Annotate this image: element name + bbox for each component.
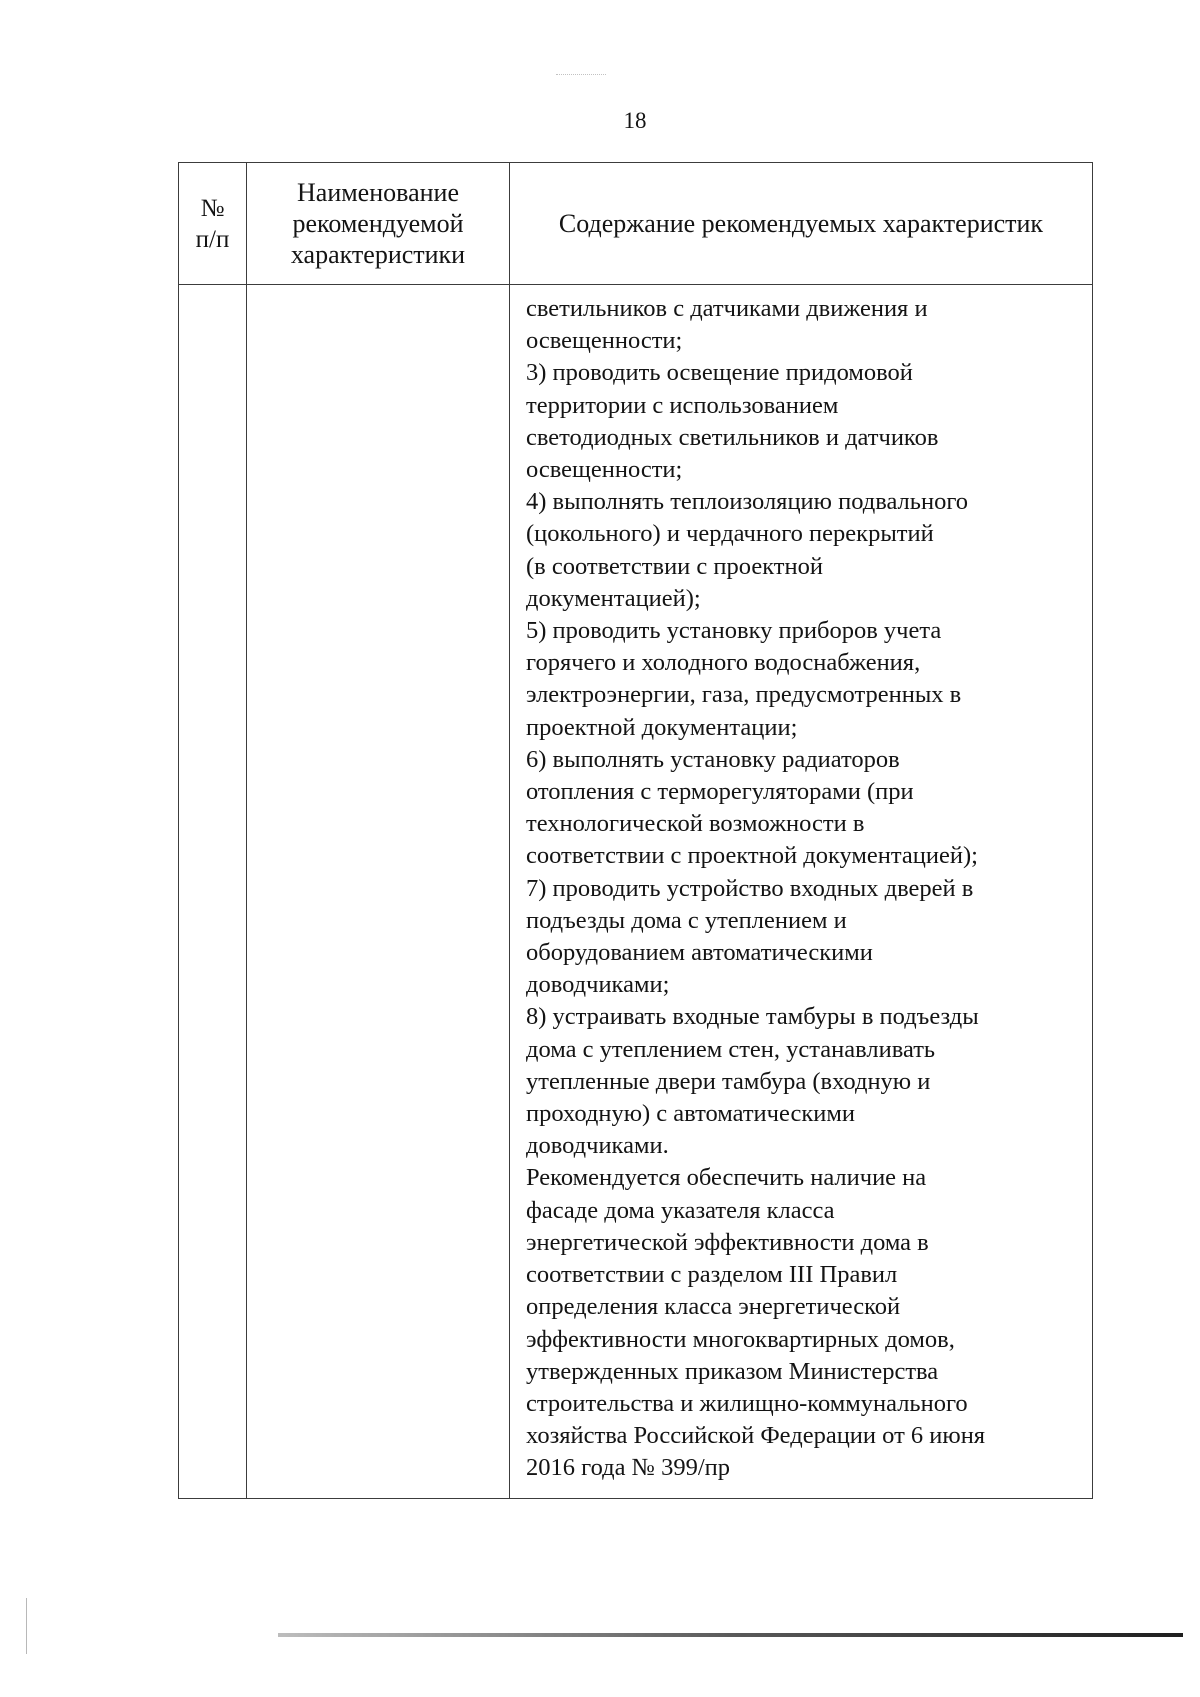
content-line: (в соответствии с проектной (526, 552, 823, 580)
header-name-line-1: Наименование (297, 178, 459, 207)
content-line: светильников с датчиками движения и (526, 295, 928, 322)
content-line: строительства и жилищно-коммунального (526, 1389, 968, 1417)
content-line: проходную) с автоматическими (526, 1100, 855, 1128)
content-line: территории с использованием (526, 391, 839, 419)
content-line: 5) проводить установку приборов учета (526, 617, 942, 645)
content-line: 8) устраивать входные тамбуры в подъезды (526, 1003, 979, 1031)
content-line: соответствии с проектной документацией); (526, 842, 978, 870)
content-line: фасаде дома указателя класса (526, 1196, 835, 1224)
content-line: соответствии с разделом III Правил (526, 1261, 898, 1289)
header-name-line-2: рекомендуемой (292, 209, 464, 238)
content-line: Рекомендуется обеспечить наличие на (526, 1164, 927, 1192)
content-line: дома с утеплением стен, устанавливать (526, 1035, 936, 1063)
content-line: освещенности; (526, 327, 683, 355)
content-line: подъезды дома с утеплением и (526, 906, 847, 934)
column-divider-1 (246, 163, 247, 1498)
header-name-line-3: характеристики (290, 240, 466, 269)
characteristics-table (178, 162, 1093, 1499)
content-line: освещенности; (526, 456, 683, 484)
content-line: 3) проводить освещение придомовой (526, 359, 913, 387)
content-line: 2016 года № 399/пр (526, 1454, 730, 1482)
content-line: определения класса энергетической (526, 1293, 901, 1321)
content-line: проектной документации; (526, 713, 798, 741)
content-line: утепленные двери тамбура (входную и (526, 1067, 931, 1095)
content-line: 4) выполнять теплоизоляцию подвального (526, 488, 969, 516)
page-number: 18 (623, 108, 647, 133)
content-line: отопления с терморегуляторами (при (526, 778, 914, 806)
content-line: 7) проводить устройство входных дверей в (526, 874, 974, 902)
header-content-column: Содержание рекомендуемых характеристик (558, 209, 1044, 238)
header-number-column (179, 163, 246, 284)
content-line: (цокольного) и чердачного перекрытий (526, 520, 934, 548)
content-line: электроэнергии, газа, предусмотренных в (526, 681, 962, 709)
scan-margin-mark (26, 1598, 27, 1654)
column-divider-2 (509, 163, 510, 1498)
content-line: горячего и холодного водоснабжения, (526, 649, 921, 677)
header-divider (179, 284, 1092, 285)
content-line: энергетической эффективности дома в (526, 1228, 929, 1256)
scan-bottom-edge (278, 1633, 1183, 1637)
characteristics-content-cell (526, 293, 1086, 1485)
header-number-abbrev: п/п (195, 225, 230, 253)
content-line: эффективности многоквартирных домов, (526, 1325, 955, 1353)
content-line: утвержденных приказом Министерства (526, 1357, 939, 1385)
header-name-column (247, 163, 509, 284)
scan-artifact (556, 74, 606, 78)
content-line: доводчиками. (526, 1132, 669, 1160)
content-line: технологической возможности в (526, 810, 865, 838)
content-line: доводчиками; (526, 971, 670, 999)
content-line: 6) выполнять установку радиаторов (526, 745, 900, 773)
content-line: документацией); (526, 584, 701, 612)
content-line: хозяйства Российской Федерации от 6 июня (526, 1422, 986, 1450)
content-line: оборудованием автоматическими (526, 939, 873, 967)
header-number-sign: № (200, 194, 225, 222)
content-line: светодиодных светильников и датчиков (526, 423, 939, 451)
